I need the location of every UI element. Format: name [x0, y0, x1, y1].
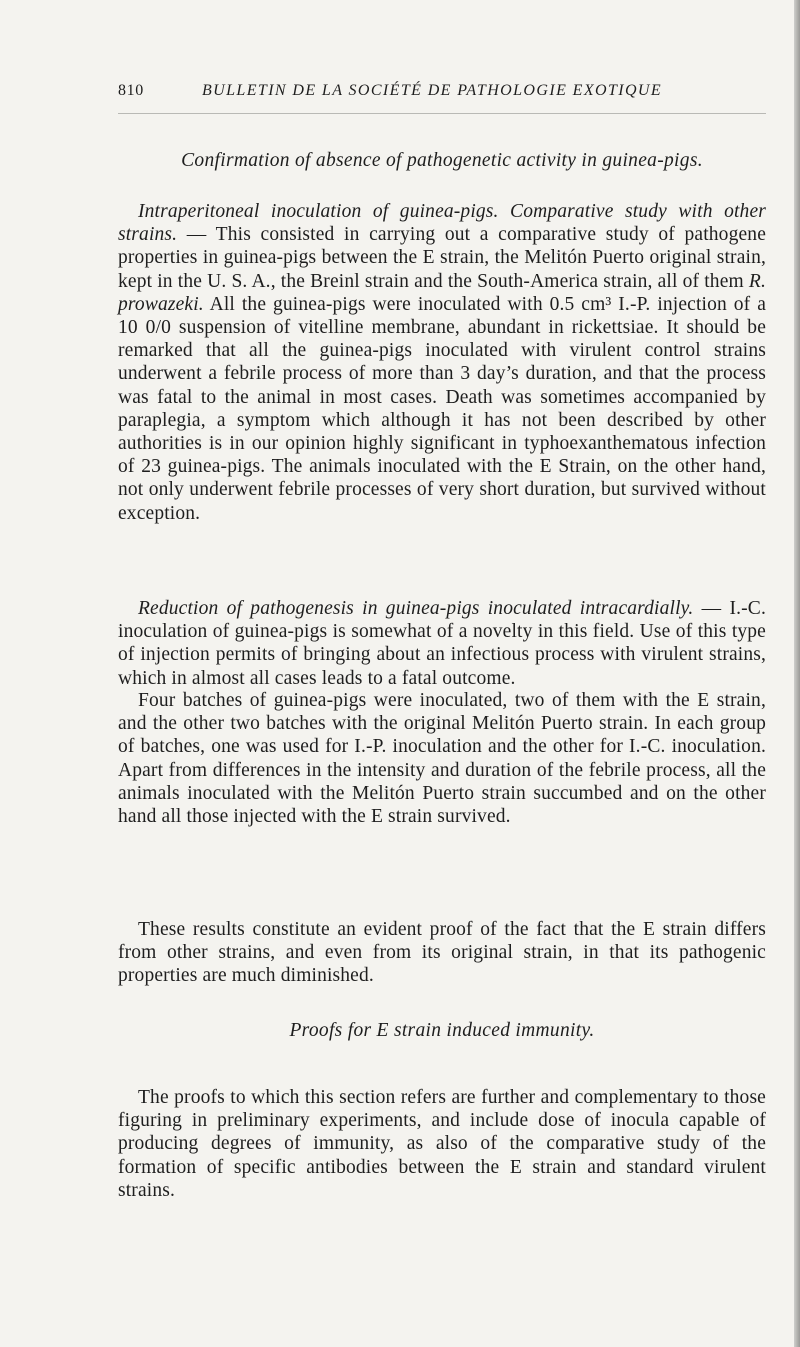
paragraph-text: — This consisted in carrying out a comparative study of pathogene properties in guinea-pigs between the E strain, the Melitón Puerto original strain, kept in the U. S. A., the Breinl strain and the South-America strain, all of them — [118, 224, 766, 292]
section-heading-confirmation: Confirmation of absence of pathogenetic activity in guinea-pigs. — [181, 150, 703, 171]
runin-heading-intraperitoneal: Intraperitoneal inoculation of guinea-pigs. Comparative study with other strains. — [118, 201, 766, 246]
paragraph-intraperitoneal — [118, 200, 766, 525]
paragraph-text: — I.-C. inoculation of guinea-pigs is somewhat of a novelty in this field. Use of this type of injection permits of bringing about an infectious process with virulent strains, which in almost all cases leads to a fatal outcome. — [118, 598, 766, 689]
running-head — [118, 82, 766, 106]
section-heading-proofs: Proofs for E strain induced immunity. — [289, 1020, 595, 1041]
species-name: R. prowazeki. — [118, 270, 766, 315]
header-divider — [118, 113, 766, 114]
paragraph-results: These results constitute an evident proof of the fact that the E strain differs from other strains, and even from its original strain, in that its pathogenic properties are much diminished. — [118, 919, 766, 987]
paragraph-text: All the guinea-pigs were inoculated with 0.5 cm³ I.-P. injection of a 10 0/0 suspension of vitelline membrane, abundant in rickettsiae. It should be remarked that all the guinea-pigs inoculated with virulent control strains underwent a febrile process of more than 3 day’s duration, and that the process was fatal to the animal in most cases. Death was sometimes accompanied by paraplegia, a symptom which although it has not been described by other authorities is in our opinion highly significant in typhoexanthematous infection of 23 guinea-pigs. The animals inoculated with the E Strain, on the other hand, not only underwent febrile processes of very short duration, but survived without exception. — [118, 293, 766, 524]
page-edge-shadow — [794, 0, 800, 1347]
journal-title: BULLETIN DE LA SOCIÉTÉ DE PATHOLOGIE EXOTIQUE — [202, 82, 663, 99]
paragraph-proofs: The proofs to which this section refers are further and complementary to those figuring in preliminary experiments, and include dose of inocula capable of producing degrees of immunity, as also of the comparative study of the formation of specific antibodies between the E strain and standard virulent strains. — [118, 1087, 766, 1201]
page-number: 810 — [118, 82, 144, 99]
paragraph-batches: Four batches of guinea-pigs were inoculated, two of them with the E strain, and the other two batches with the original Melitón Puerto strain. In each group of batches, one was used for I.-P. inoculation and the other for I.-C. inoculation. Apart from differences in the intensity and duration of the febrile process, all the animals inoculated with the Melitón Puerto strain succumbed and on the other hand all those injected with the E strain survived. — [118, 690, 766, 828]
runin-heading-intracardial: Reduction of pathogenesis in guinea-pigs inoculated intracardially. — [138, 598, 694, 619]
paragraph-intracardial — [118, 597, 766, 690]
